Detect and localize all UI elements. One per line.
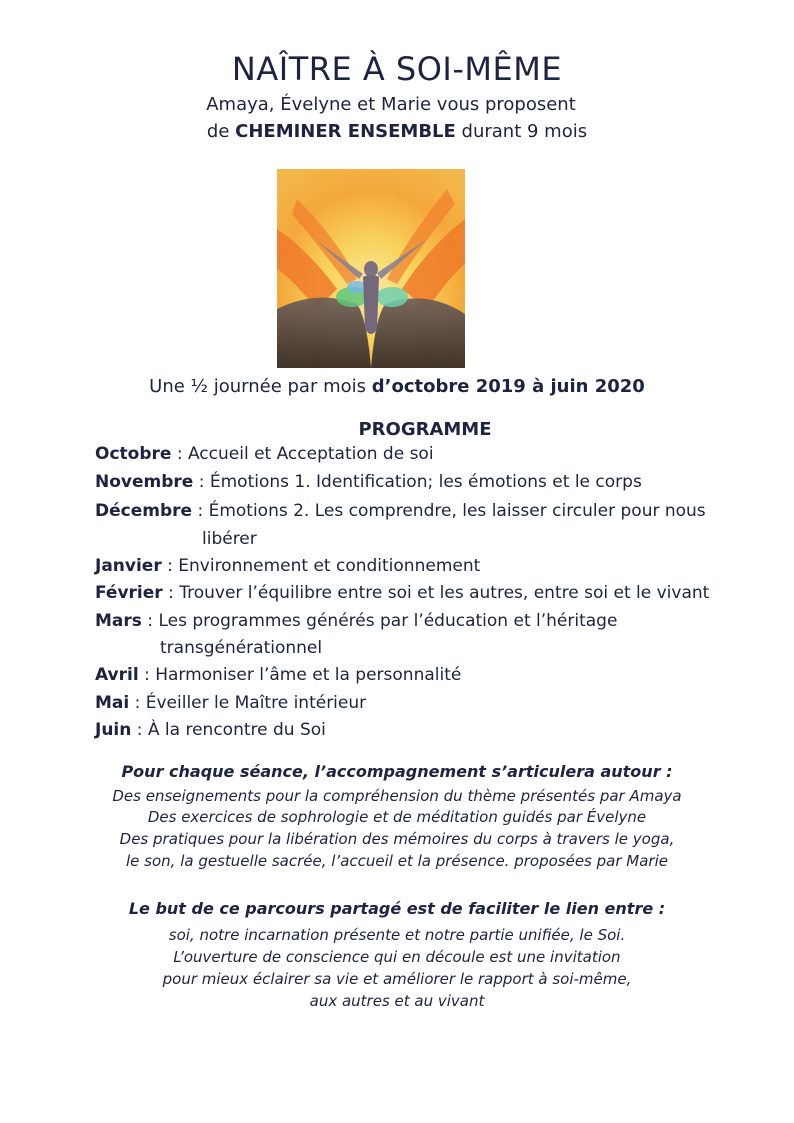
month-text-continuation: transgénérationnel	[160, 638, 323, 658]
month-name: Avril	[95, 665, 139, 685]
month-text: : Éveiller le Maître intérieur	[129, 693, 367, 713]
month-text: : Trouver l’équilibre entre soi et les autres, entre soi et le vivant	[162, 583, 710, 603]
dates-bold: d’octobre 2019 à juin 2020	[371, 376, 645, 397]
month-name: Novembre	[95, 472, 194, 492]
month-name: Décembre	[95, 501, 193, 521]
goal-line: pour mieux éclairer sa vie et améliorer le rapport à soi-même,	[162, 970, 632, 988]
month-text: : Émotions 2. Les comprendre, les laisser circuler pour nous	[192, 501, 706, 521]
goal-line: L’ouverture de conscience qui en découle est une invitation	[173, 948, 621, 966]
accompaniment-line: Des pratiques pour la libération des mémoires du corps à travers le yoga,	[119, 830, 675, 848]
accompaniment-line: Des exercices de sophrologie et de méditation guidés par Évelyne	[147, 808, 647, 826]
accompaniment-line: le son, la gestuelle sacrée, l’accueil et la présence. proposées par Marie	[126, 852, 668, 870]
goal-line: aux autres et au vivant	[309, 992, 485, 1010]
month-text: : Environnement et conditionnement	[161, 556, 481, 576]
month-text: : À la rencontre du Soi	[131, 720, 326, 740]
month-name: Mai	[95, 693, 130, 713]
programme-title: PROGRAMME	[358, 419, 492, 440]
month-row	[95, 553, 480, 580]
month-row	[95, 441, 434, 468]
dates-pre: Une ½ journée par mois	[149, 376, 372, 397]
month-text: : Émotions 1. Identification; les émotions et le corps	[193, 472, 642, 492]
month-row	[95, 717, 326, 744]
month-name: Octobre	[95, 444, 172, 464]
month-row	[95, 498, 706, 525]
month-row	[95, 469, 642, 496]
month-name: Janvier	[95, 556, 162, 576]
month-name: Février	[95, 583, 163, 603]
month-name: Mars	[95, 611, 142, 631]
month-text-continuation: libérer	[202, 529, 257, 549]
dates-line	[0, 376, 794, 397]
subtitle-pre: de	[206, 121, 236, 142]
accompaniment-heading: Pour chaque séance, l’accompagnement s’articulera autour :	[121, 762, 673, 781]
page-title: NAÎTRE À SOI-MÊME	[231, 50, 563, 88]
subtitle-bold: CHEMINER ENSEMBLE	[235, 121, 456, 142]
month-text: : Accueil et Acceptation de soi	[171, 444, 434, 464]
month-name: Juin	[95, 720, 132, 740]
month-text: : Les programmes générés par l’éducation et l’héritage	[141, 611, 618, 631]
month-row	[95, 608, 617, 635]
subtitle-line-1: Amaya, Évelyne et Marie vous proposent	[206, 94, 576, 115]
subtitle-post: durant 9 mois	[455, 121, 588, 142]
artwork-image	[277, 169, 465, 368]
month-row	[95, 580, 709, 607]
month-row	[95, 662, 461, 689]
goal-line: soi, notre incarnation présente et notre partie unifiée, le Soi.	[168, 926, 626, 944]
subtitle-line-2	[0, 121, 794, 142]
month-row	[95, 690, 366, 717]
goal-heading: Le but de ce parcours partagé est de faciliter le lien entre :	[128, 899, 666, 918]
accompaniment-line: Des enseignements pour la compréhension du thème présentés par Amaya	[112, 787, 682, 805]
month-text: : Harmoniser l’âme et la personnalité	[138, 665, 462, 685]
